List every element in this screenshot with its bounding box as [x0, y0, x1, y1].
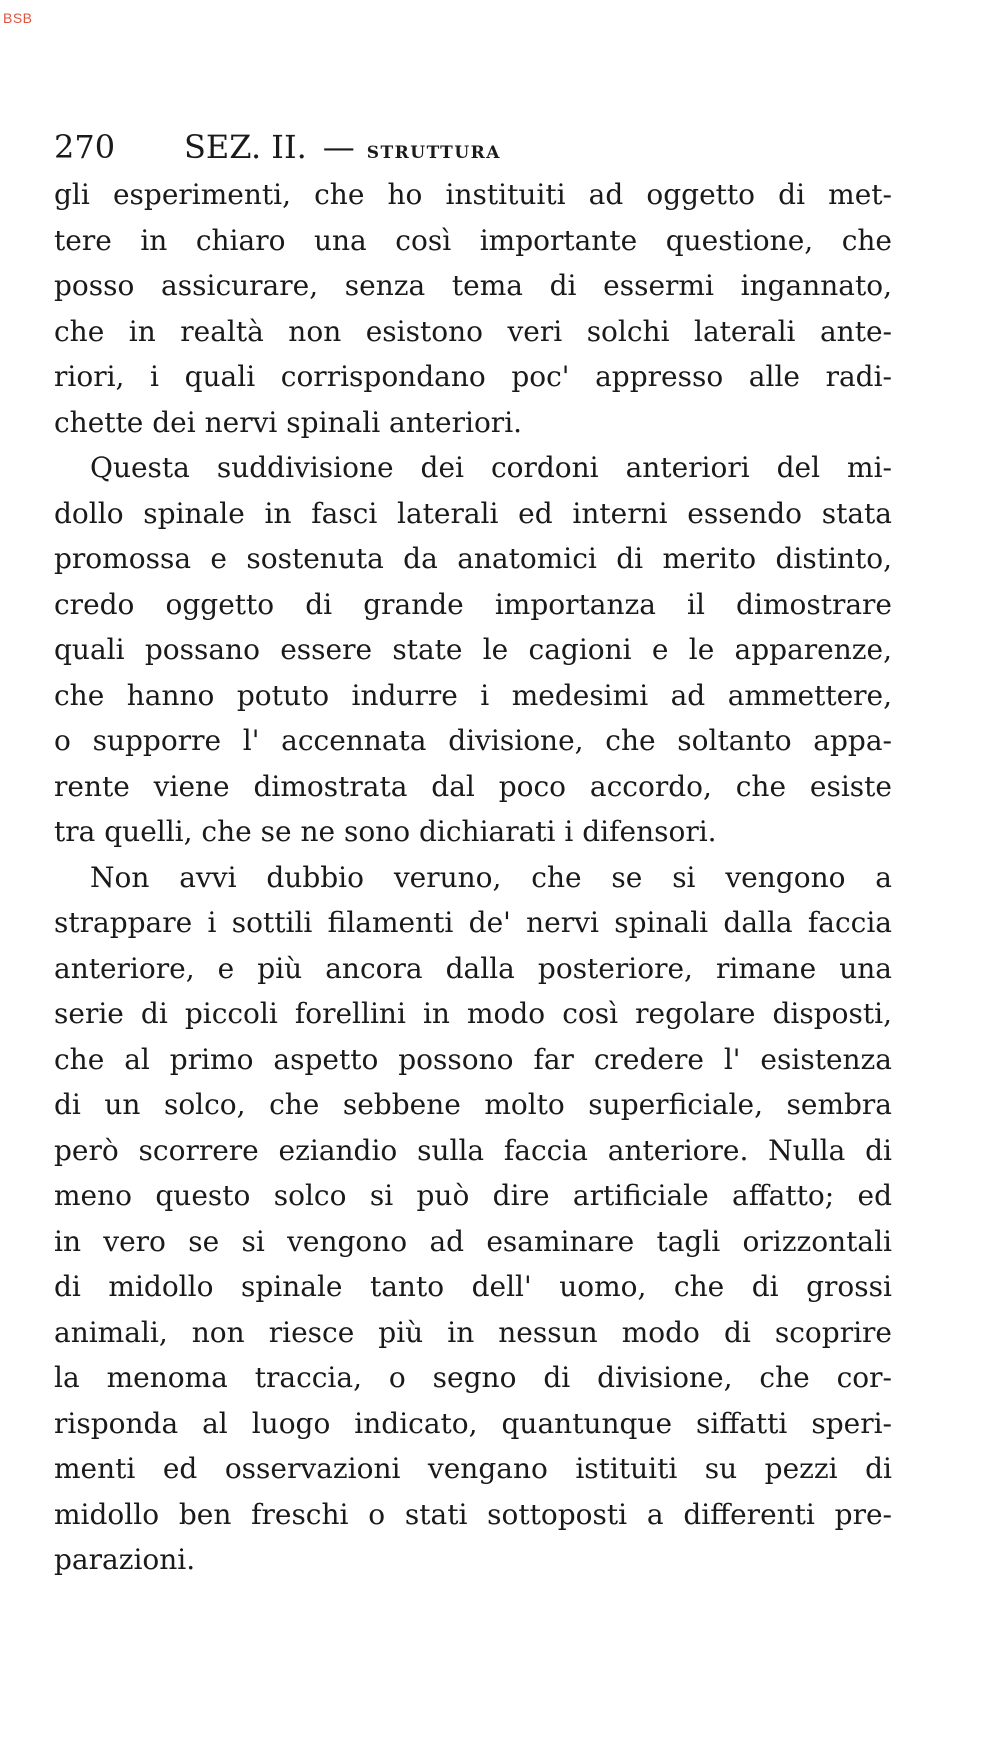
text-line: di un solco, che sebbene molto superficiale, sembra: [54, 1088, 892, 1121]
text-line: strappare i sottili filamenti de' nervi spinali dalla faccia: [54, 906, 892, 939]
text-line: Questa suddivisione dei cordoni anteriori del mi-: [90, 451, 892, 484]
running-header: [54, 128, 892, 172]
text-line: posso assicurare, senza tema di essermi ingannato,: [54, 269, 892, 302]
text-line: serie di piccoli forellini in modo così regolare disposti,: [54, 997, 892, 1030]
text-line: Non avvi dubbio veruno, che se si vengono a: [90, 860, 892, 894]
text-line: quali possano essere state le cagioni e le apparenze,: [54, 633, 892, 666]
running-title: STRUTTURA: [366, 143, 501, 163]
text-line: però scorrere eziandio sulla faccia anteriore. Nulla di: [54, 1133, 892, 1167]
text-line: di midollo spinale tanto dell' uomo, che di grossi: [54, 1270, 892, 1303]
text-line: o supporre l' accennata divisione, che soltanto appa-: [54, 724, 892, 757]
text-line: risponda al luogo indicato, quantunque siffatti speri-: [54, 1406, 892, 1440]
text-line: credo oggetto di grande importanza il dimostrare: [54, 587, 892, 621]
book-page: [54, 128, 892, 1583]
text-line: parazioni.: [54, 1543, 196, 1576]
text-line: la menoma traccia, o segno di divisione, che cor-: [54, 1361, 892, 1394]
text-line: che al primo aspetto possono far credere l' esistenza: [54, 1042, 892, 1076]
text-line: menti ed osservazioni vengano istituiti su pezzi di: [54, 1452, 892, 1485]
text-line: animali, non riesce più in nessun modo di scoprire: [54, 1315, 892, 1349]
header-dash: —: [322, 128, 355, 166]
text-line: meno questo solco si può dire artificiale affatto; ed: [54, 1179, 892, 1212]
text-line: che hanno potuto indurre i medesimi ad ammettere,: [54, 678, 892, 712]
text-line: chette dei nervi spinali anteriori.: [54, 405, 523, 439]
text-line: che in realtà non esistono veri solchi laterali ante-: [54, 314, 892, 348]
section-label: SEZ. II.: [184, 128, 307, 166]
page-number: 270: [54, 128, 116, 166]
library-watermark: BSB: [3, 10, 33, 26]
text-line: tere in chiaro una così importante questione, che: [54, 223, 892, 257]
text-line: tra quelli, che se ne sono dichiarati i difensori.: [54, 815, 717, 848]
text-line: gli esperimenti, che ho instituiti ad oggetto di met-: [54, 178, 892, 211]
body-text: [54, 172, 892, 1583]
text-line: rente viene dimostrata dal poco accordo, che esiste: [54, 769, 892, 803]
text-line: midollo ben freschi o stati sottoposti a differenti pre-: [54, 1497, 892, 1531]
text-line: anteriore, e più ancora dalla posteriore, rimane una: [54, 951, 892, 985]
text-line: riori, i quali corrispondano poc' appresso alle radi-: [54, 360, 892, 393]
text-line: dollo spinale in fasci laterali ed interni essendo stata: [54, 496, 892, 530]
text-line: in vero se si vengono ad esaminare tagli orizzontali: [54, 1224, 892, 1258]
text-line: promossa e sostenuta da anatomici di merito distinto,: [54, 542, 892, 575]
